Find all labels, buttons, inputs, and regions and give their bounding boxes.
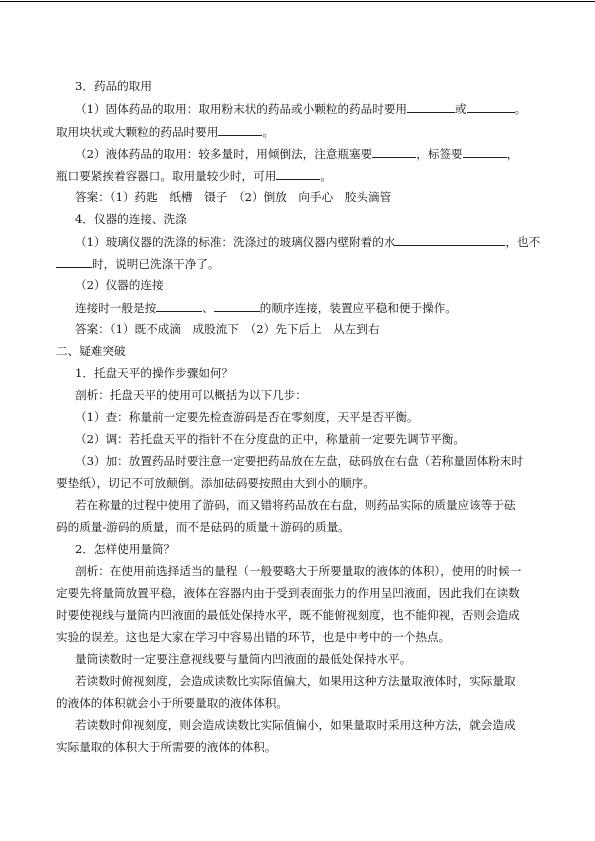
question-2-analysis-2: 定要先将量筒放置平稳，液体在容器内由于受到表面张力的作用呈凹液面，因此我们在读数 [56,586,520,600]
part-2-title: 二、疑难突破 [56,344,126,358]
question-2-paragraph-4-cont: 实际量取的体积大于所需要的液体的体积。 [56,740,277,754]
section-4-item-2: 连接时一般是按 、 的顺序连接，装置应平稳和便于操作。 [75,301,457,315]
answer-blank [395,234,505,246]
question-2: 2．怎样使用量筒？ [75,542,176,556]
question-2-paragraph-2: 量筒读数时一定要注意视线要与量筒内凹液面的最低处保持水平。 [75,652,412,666]
question-1-step-3-cont: 要垫纸），切记不可放颠倒。添加砝码要按照由大到小的顺序。 [56,476,375,490]
question-1-note-cont: 码的质量-游码的质量，而不是砝码的质量＋游码的质量。 [56,520,350,534]
question-2-paragraph-4: 若读数时仰视刻度，则会造成读数比实际值偏小，如果量取时采用这种方法，就会造成 [75,718,516,732]
question-2-analysis-3: 时要使视线与量筒内凹液面的最低处保持水平，既不能俯视刻度，也不能仰视，否则会造成 [56,608,520,622]
answer-blank [467,101,515,113]
section-4-answer: 答案：（1）既不成滴 成股流下 （2）先下后上 从左到右 [75,322,380,336]
section-4-item-1: （1）玻璃仪器的洗涤的标准：洗涤过的玻璃仪器内壁附着的水 ，也不 [75,235,541,249]
section-3-item-1: （1）固体药品的取用：取用粉末状的药品或小颗粒的药品时要用 或 。 [75,102,527,116]
question-1-step-1: （1）查：称量前一定要先检查游码是否在零刻度，天平是否平衡。 [75,410,419,424]
section-4-item-1-cont: 时，说明已洗涤干净了。 [56,256,539,271]
section-4-item-2-title: （2）仪器的连接 [75,278,164,292]
answer-blank [56,256,92,268]
question-1-analysis: 剖析：托盘天平的使用可以概括为以下几步： [75,388,307,402]
question-2-analysis-4: 实验的误差。这也是大家在学习中容易出错的环节，也是中考中的一个热点。 [56,630,451,644]
question-2-paragraph-3-cont: 的液体的体积就会小于所要量取的液体体积。 [56,696,288,710]
section-3-answer: 答案：（1）药匙 纸槽 镊子 （2）倒放 向手心 胶头滴管 [75,190,392,204]
section-3-item-2: （2）液体药品的取用：较多量时，用倾倒法，注意瓶塞要 ，标签要 ， [75,147,519,161]
section-3-title: 3．药品的取用 [75,79,152,93]
question-1-note: 若在称量的过程中使用了游码，而又错将药品放在右盘，则药品实际的质量应该等于砝 [75,498,516,512]
answer-blank [214,300,260,312]
answer-blank [463,146,507,158]
question-2-paragraph-3: 若读数时俯视刻度，会造成读数比实际值偏大，如果用这种方法量取液体时，实际量取 [75,674,516,688]
section-3-item-1-cont: 取用块状或大颗粒的药品时要用 。 [56,125,274,139]
question-1-step-2: （2）调：若托盘天平的指针不在分度盘的正中，称量前一定要先调节平衡。 [75,432,465,446]
question-2-analysis-1: 剖析：在使用前选择适当的量程（一般要略大于所要量取的液体的体积），使用的时候一 [75,564,522,578]
section-3-item-2-cont: 瓶口要紧挨着容器口。取用量较少时，可用 。 [56,169,332,183]
section-4-title: 4．仪器的连接、洗涤 [75,212,187,226]
answer-blank [407,101,455,113]
question-1-step-3: （3）加：放置药品时要注意一定要把药品放在左盘，砝码放在右盘（若称量固体粉末时 [75,454,523,468]
answer-blank [372,146,416,158]
answer-blank [156,300,202,312]
answer-blank [218,124,262,136]
top-rule [0,1,595,2]
answer-blank [276,168,320,180]
question-1: 1．托盘天平的操作步骤如何？ [75,366,234,380]
